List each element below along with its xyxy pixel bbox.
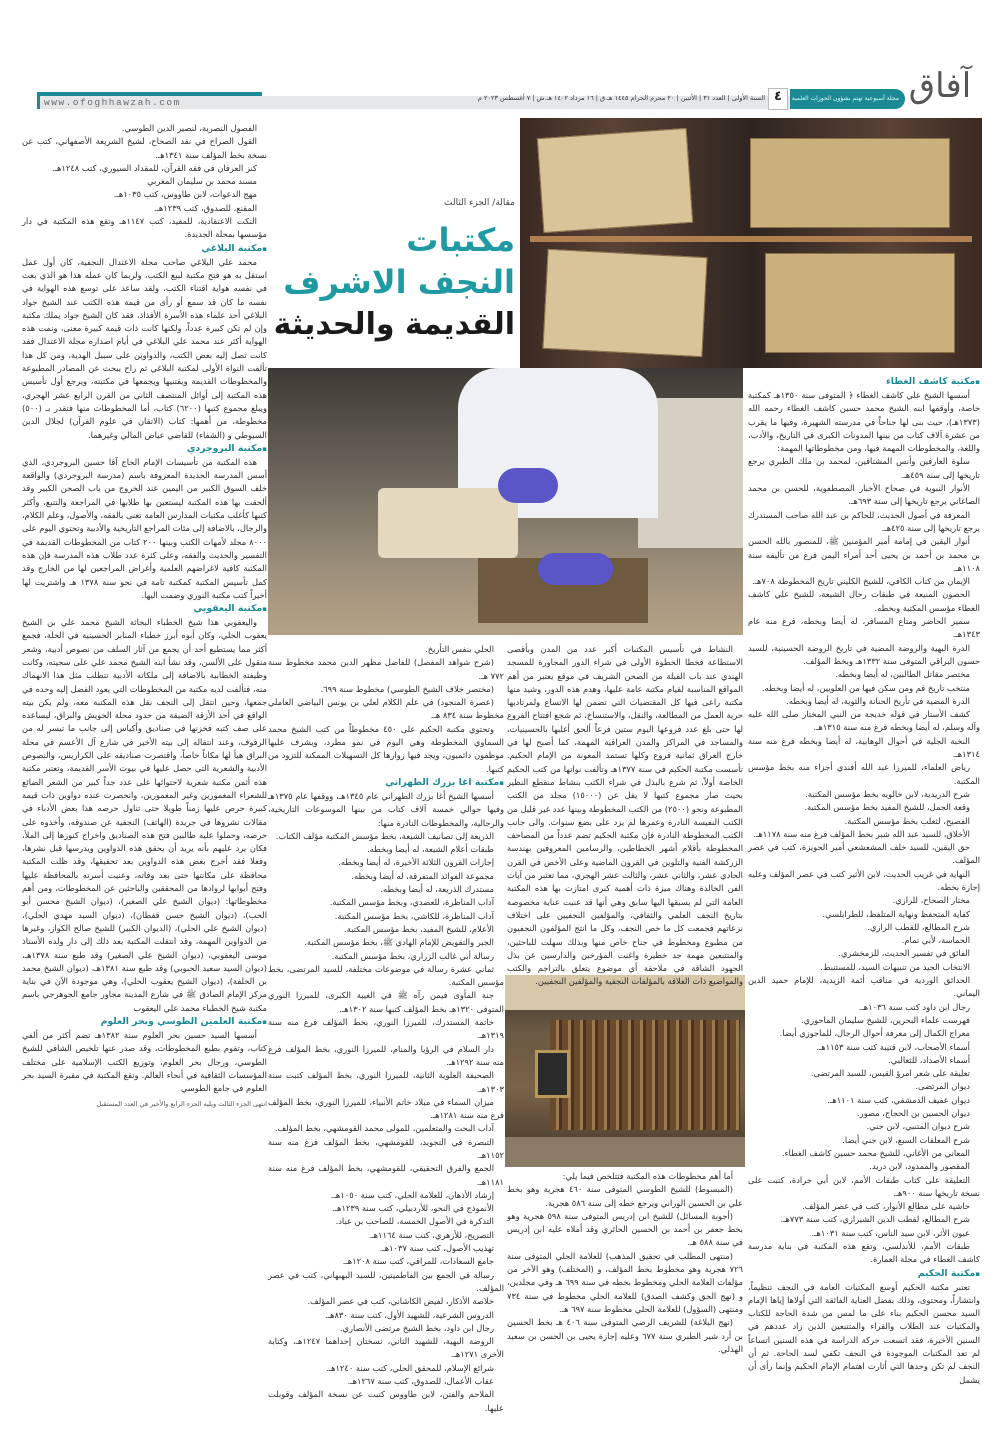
section-heading-yaqoubi: ▪ مكتبة اليعقوبي (22, 602, 267, 616)
list-item: رجال ابن داود كتب سنة ١٠٣٦هـ. (858, 1001, 970, 1012)
article-title-line1: مكتبات (406, 221, 515, 259)
list-item: الحماسة، لأبي تمام. (901, 935, 970, 946)
list-item: مستدرك الذريعة، له أيضا وبخطه. (380, 884, 494, 895)
list-item: شرح المطالع، لقطب الدين الشيرازي، كتب سنة ٧٧٣هـ. (780, 1214, 970, 1225)
list-item: الحلي بنفس التأريخ. (425, 644, 494, 654)
list-item: التذكرة في الأصول الخمسة، للصاحب بن عباد. (335, 1216, 494, 1227)
paper-sheets (378, 488, 518, 558)
list-item: أنوار اليقين في إمامة أمير المؤمنين ﷺ، للمنصور بالله الحسن بن محمد بن أحمد بن يحيى أحد أمراء اليمن فرغ من تأليفه سنة ١١٠٨هـ. (748, 536, 980, 573)
list-item: رياض العلماء، للميرزا عبد الله أفندي أجزاء منه بخط مؤسس المكتبة. (748, 762, 980, 786)
list-item: آداب البحث والمتعلمين، للمولى محمد القومشهي، بخط المؤلف. (274, 1123, 494, 1134)
magazine-logo: آفاق (908, 66, 972, 106)
list-item: التبصرة في التجويد، للقومشهي، بخط المؤلف فرغ منه سنة ١١٥٢هـ. (268, 1136, 504, 1160)
open-manuscript (765, 253, 955, 353)
list-item: الذريعة إلى تصانيف الشيعة، بخط مؤسس المكتبة مؤلف الكتاب. (275, 830, 494, 841)
article-kicker: مقالة/ الجزء الثالث (444, 198, 515, 208)
paragraph: أسسها الشيخ علي كاشف الغطاء ﴿ المتوفى سنة ١٣٥٠هـ كمكتبة خاصة، وأوقفها ابنه الشيخ محمد حسين كاشف الغطاء رحمه الله (١٣٧٣هـ)، حيث بنى لها جناحاً في مدرسته الشهيرة، وفيها ما يقرب من عشرة آلاف كتاب من بينها المدونات الكبرى في التاريخ، والأدب، واللغة، والمخطوطات المهمة فيها، ومن مخطوطاتها المهمة: (748, 390, 980, 454)
manuscript-list (268, 643, 504, 723)
portrait-frame (535, 1050, 570, 1098)
list-item: مجموعة الفوائد المتفرقة، له أيضا وبخطه. (351, 870, 494, 881)
list-item: المقنع، للصدوق، كتب ١٢٣٩هـ. (153, 202, 257, 213)
section-heading-hakim: ▪ مكتبة الحكيم (748, 1267, 980, 1281)
list-item: كشف الأستار في قوله خديجة من النبي المختار صلى الله عليه وآله وسلم، له أيضا وبخطه فرغ منه سنة ١٣١٥هـ. (748, 709, 980, 733)
paragraph: محمد علي البلاغي صاحب مجلة الاعتدال النجفية، كان أول عمل استقل به هو فتح مكتبة لبيع الكتب، ولربما كان عمله هذا هو الذي بعث في نفسه هواية اقتناء الكتب، ولقد ساعد على توسع هذه الهواية في نفسه ما كان قد سمع أو رأى من قيمة هذه الكتب عند الشيخ جواد البلاغي أحد علماء هذه الأسرة الأفذاذ، فقد كان الشيخ جواد يملك مكتبة وإن لم تكن كبيرة عدداً، ولكنها كانت ذات قيمة كبيرة معنى، ونمت هذه الهواية أكثر عند محمد علي البلاغي في أيام اصداره مجلة الاعتدال فقد كانت تصل إليه بعض الكتب، والدواوين على سبيل الهدية، ومن كل هذا تألفت النواة الأولى لمكتبة البلاغي ثم راح يبحث عن المصادر المطبوعة والمخطوطات القديمة ويقتنيها ويجمعها في مكتبته، ويرجع أول تأسيس هذه المكتبة إلى أوائل المنتصف الثاني من القرن الرابع عشر الهجري، ويبلغ مجموع كتبها (٦٢٠٠) كتاب، أما المخطوطات منها فتقدر بـ (٥٠٠) مخطوطة، من أهمها: كتاب (الاتقان في علوم القرآن) لجلال الدين السيوطي و (الشفاء) للقاضي عياض المالي وغيرهما. (22, 256, 267, 440)
manuscript-restoration-photo (268, 368, 743, 635)
list-item: إرشاد الأذهان، للعلامة الحلي، كتب سنة ١٠٥٠هـ. (330, 1189, 494, 1200)
gloved-hand (498, 468, 558, 503)
website-url-box (37, 92, 262, 109)
list-item: ديوان الحسين بن الحجاج، مصور. (857, 1108, 970, 1119)
cabinet-shelf (530, 236, 972, 242)
list-item: (أجوبة المسائل) للشيخ ابن إدريس المتوفى سنة ٥٩٨ هجرية وهو بخط جعفر بن أحمد بن الحسين الحائري وقد أملاه عليه ابن إدريس في سنة ٥٨٨ هـ. (507, 1210, 743, 1248)
list-item: الفائق في تفسير الحديث، للزمخشري. (838, 948, 970, 959)
list-item: إجازات القرون الثلاثة الأخيرة، له أيضا وبخطه. (338, 857, 494, 868)
list-item: رسالة أبي غالب الزراري، بخط مؤسس المكتبة. (331, 950, 494, 961)
list-item: شرح ديوان المتنبي، لابن جني. (866, 1121, 970, 1132)
list-item: (مختصر خلاف الشيخ الطوسي) مخطوط سنة ٦٩٩. (320, 683, 494, 694)
list-item: الفصول النصرية، لنصير الدين الطوسي. (121, 123, 257, 133)
list-item: (منتهى المطلب في تحقيق المذهب) للعلامة الحلي المتوفى سنة ٧٢٦ هجرية وهو مخطوط بخط المؤلف، و (المختلف) وهو الآخر من مؤلفات العلامة الحلي ومخطوط بخطه في سنة ٦٩٩ هـ وفي مجلدين، و (نهج الحق وكشف الصدق) للعلامة الحلي مخطوط في سنة ٧٣٤ ومنتهى (السؤول) للعلامة الحلي مخطوط سنة ٦٩٧ هـ. (507, 1250, 744, 1314)
manuscript-list (268, 830, 504, 1415)
list-item: الأخلاق، للسيد عبد الله شبر بخط المؤلف فرغ منه سنة ١١٧٨هـ. (753, 828, 970, 839)
list-item: (شرح شواهد المفصل) للفاضل مظهر الدين محمد مخطوط سنة ٧٧٢ هـ. (268, 657, 504, 681)
list-item: المقصور والممدود، لابن دريد. (869, 1161, 970, 1172)
list-item: أسماء الأصداد، للثعالبي. (888, 1054, 970, 1065)
list-item: التعليقة على كتاب طبقات الأمم، لابن أبي جرادة، كتبت على نسخة تاريخها سنة ٩٠٠هـ. (748, 1174, 980, 1198)
list-item: الحدائق الوردية في مناقب أئمة الزيدية، للإمام حميد الدين اليماني. (748, 975, 980, 999)
open-manuscript (537, 128, 693, 233)
text-column-3 (268, 643, 504, 1433)
paragraph: أسسها الشيخ أغا بزرك الطهراني عام ١٣٤٥هـ، ووقفها عام ١٣٧٥هـ وفيها حوالي خمسة آلاف كتاب من بينها الموسوعات التاريخية، والرجالية، والمخطوطات النادرة منها: (268, 790, 504, 828)
list-item: النهاية في غريب الحديث، لابن الأثير كتب في عصر المؤلف وعليه إجازة بخطه. (748, 868, 980, 892)
list-item: الجبر والتفويض للإمام الهادي ﷺ، بخط مؤسس المكتبة. (304, 937, 494, 948)
list-item: الأنموذج في النحو، للأردبيلي، كتب سنة ١٢٣٩هـ. (332, 1203, 494, 1214)
list-item: الدرة المضية في تأريخ الحنانة والثوية، له أيضا وبخطه. (786, 695, 970, 706)
list-item: رسالة في الجمع بين الفاطميتين، للسيد البهبهاني، كتب في عصر المؤلف. (268, 1269, 504, 1293)
list-item: النكت الاعتقادية، للمفيد، كتب ١١٤٧هـ وتقع هذه المكتبة في دار مؤسسها بمحلة الجديدة. (22, 216, 267, 240)
list-item: خلاصة الأذكار، لفيض الكاشاني، كتب في عصر المؤلف. (307, 1296, 494, 1307)
article-title-line2: النجف الاشرف (283, 263, 515, 301)
open-manuscript (750, 138, 950, 228)
list-item: الفصيح، لثعلب بخط مؤسس المكتبة. (844, 815, 970, 826)
list-item: ديوان عفيف الدمشقي، كتب سنة ١١٠١هـ. (827, 1094, 970, 1105)
paragraph: تعتبر مكتبة الحكيم أوسع المكتبات العامة في النجف تنظيماً، وانتشاراً، ومحتوى، وذلك بفضل العناية الفائقة التي أولاها إياها الإمام السيد محسن الحكيم بناء على ما لمس من شدة الحاجة للكتاب والمكتبات عند الطلاب والقراء والمتتبعين الذين زاد عددهم في السنين الأخيرة، فقد اتسعت حركة الدراسة في هذه السنين اتساعاً لم تعد المكتبات الموجودة في النجف تكفي لسد الحاجة. ثم أن النجف لم تكن وحدها التي أثارت اهتمام الإمام الحكيم وإنما رأى أن يشمل (748, 1281, 980, 1385)
list-item: شرح المطالع، للقطب الرازي. (867, 921, 970, 932)
list-item: آداب المناظرة، للكاشي، بخط مؤسس المكتبة. (334, 910, 494, 921)
section-heading-balaghi: ▪ مكتبة البلاغي (22, 242, 267, 256)
list-item: خاتمة المستدرك، للميرزا النوري، بخط المؤلف فرغ منه سنة ١٣١٩هـ. (268, 1017, 504, 1041)
list-item: شرائع الإسلام، للمحقق الحلي، كتب سنة ١٢٤٠هـ. (326, 1362, 494, 1373)
list-item: ميزان السماء في ميلاد خاتم الأنبياء، للميرزا النوري، بخط المؤلف فرغ منه سنة ١٢٨١هـ. (268, 1096, 504, 1121)
list-item: الملاحم والفتن، لابن طاووس كتبت عن نسخة المؤلف وقوبلت عليها. (268, 1389, 504, 1413)
list-item: تهذيب الأصول، كتب سنة ١٠٣٧هـ. (379, 1243, 494, 1254)
list-item: آداب المناظرة، للعضدي، وبخط مؤسس المكتبة. (329, 897, 494, 908)
list-item: (عصرة المنجود) في علم الكلام لعلي بن يونس البياضي العاملي مخطوط سنة ٨٣٤ هـ. (268, 697, 504, 721)
list-item: الروضة البهية، للشهيد الثاني، نسختان إحداهما ١٢٤٧هـ، وكتابة الأخرى ١٢٧١هـ. (268, 1336, 504, 1360)
list-item: مختار الصحاح، للرازي. (892, 895, 970, 906)
paragraph: هذه المكتبة من تأسيسات الإمام الحاج آقا حسين البروجردي، الذي أسس المدرسة الجديدة المعروفة باسم (مدرسة البروجردي) والواقعة خلف السوق الكبير من اليمين عند الخروج من باب الصحن الكبير وقد ألحقت بها هذه المكتبة ليستعين بها طلابها في المراجعة والتتبع، وأكثر كتبها كأغلب مكتبات المدارس العامة تعنى بالفقه، والأصول، وعلم الكلام، والرجال، بالاضافة إلى مئات المراجع التاريخية والأدبية وتحتوي اليوم على ٨٠٠٠ مجلد لأمهات الكتب وبينها ٢٠٠ كتاب من المخطوطات القديمة في التفسير والحديث والفقه، وعلى كثرة عدد طلاب هذه المدرسة فإن هذه المكتبة كافية لاغراضهم العلمية وأغراض المراجعين لها من الخارج وقد كمل تأسيس المكتبة كمكتبة تامة في نحو سنة ١٣٧٨ هـ واشتريت لها أخيراً كتب مكتبة النوري وضمت اليها. (22, 456, 267, 600)
gloved-hand (538, 553, 613, 585)
list-item: الصحيفة العلوية الثانية، للميرزا النوري، بخط المؤلف كتبت سنة ١٣٠٣هـ. (268, 1070, 504, 1094)
open-manuscript (542, 249, 707, 357)
list-item: المعرفة في أصول الحديث، للحاكم بن عبد الله صاحب المستدرك يرجع تاريخها إلى سنة ٤٢٥هـ. (748, 509, 980, 533)
magazine-tagline: مجلة أسبوعية تهتم بشؤون الحوزات العلمية (790, 89, 905, 109)
list-item: الجمع والفرق التحقيقي، للقومشهي، بخط المؤلف فرغ منه سنة ١١٨١هـ. (268, 1163, 504, 1187)
list-item: سمير الحاضر ومتاع المسافر، له أيضا وبخطه، فرغ منه عام ١٣٤٣هـ. (748, 616, 980, 640)
manuscript-list (748, 455, 980, 1266)
list-item: عيون الأثر، لابن سيد الناس، كتب سنة ١٠٣١هـ. (811, 1227, 970, 1238)
manuscript-list (507, 1183, 743, 1356)
list-item: كفاية المتحفظ ونهاية المتلفظ، للطرابلسي. (822, 908, 970, 919)
list-item: الإيمان من كتاب الكافي، للشيخ الكليني تاريخ المخطوطة ٧٠٨هـ. (751, 576, 970, 587)
list-item: مختصر مقاتل الطالبين، له أيضا وبخطه. (835, 669, 970, 680)
list-item: النخبة الجلية في أحوال الوهابية، له أيضا وبخطه فرغ منه سنة ١٣١٤هـ. (748, 735, 980, 760)
issue-meta: السنة الأولى | العدد ٣١ | الأثنين | ٢٠ محرم الحرام ١٤٤٥ هـ.ق | ١٦ مرداد ١٤٠٢ هـ.ش | ٧ أغسطس ٢٠٢٣ م (477, 94, 765, 102)
list-item: ثماني عشرة رسالة في موضوعات مختلفة، للسيد المرتضى، بخط مؤسس المكتبة. (268, 963, 504, 988)
list-item: جنة المأوى فيمن رآه ﷺ في الغيبة الكبرى، للميرزا النوري المتوفى ١٣٢٠هـ بخط المؤلف كتبها سنة ١٣٠٢هـ. (268, 990, 504, 1014)
list-item: (نهج البلاغة) للشريف الرضي المتوفى سنة ٤٠٦ هـ بخط الحسين بن أرد شير الطبري سنة ٦٧٧ وعليه إجازة يحيى بن الحسن بن سعيد الهذلي. (507, 1317, 743, 1354)
text-column-2 (507, 643, 743, 987)
bookshelves (550, 1020, 740, 1130)
text-column-1 (748, 375, 980, 1435)
list-item: المعاني من الأغاني، للشيخ محمد حسين كاشف الغطاء. (782, 1147, 970, 1158)
list-item: فهرست علماء البحرين، للشيخ سليمان الماحوزي. (800, 1014, 970, 1025)
list-item: طبقات أعلام الشيعة، له أيضا وبخطه. (367, 844, 494, 855)
list-item: الحصون المنيعة في طبقات رجال الشيعة، للشيخ علي كاشف الغطاء مؤسس المكتبة وبخطه. (748, 589, 980, 613)
paragraph: أما أهم مخطوطات هذه المكتبة فتتلخص فيما يلي: (562, 1171, 733, 1181)
section-heading-borujerdi: ▪ مكتبة البروجردي (22, 442, 267, 456)
list-item: مهج الدعوات، لابن طاووس، كتب ١٠٣٥هـ. (113, 189, 257, 200)
website-url[interactable]: www.ofoghhawzah.com (44, 97, 181, 108)
paragraph: وتحتوي مكتبة الحكيم على ٤٥٠ مخطوطاً من كتب الشيخ محمد السماوي المخطوطة وهي اليوم في نمو مطرد، ويشرف عليها موظفون دائميون، ويجد فيها زوارها كل التسهيلات الممكنة للتزود من كتبها. (268, 723, 504, 774)
list-item: حق اليقين، للسيد خلف المشعشعي أمير الحويزة، كتب في عصر المؤلف. (748, 842, 980, 866)
list-item: طبقات الأمم، للأندلسي، وتقع هذه المكتبة في بناية مدرسة كاشف الغطاء في محلة العمارة. (748, 1241, 980, 1265)
paragraph: واليعقوبي هذا شيخ الخطباء البحاثة الشيخ محمد علي بن الشيخ يعقوب الحلي، وكان أبوه أبرز خطباء المنابر الحسينية في الحلة، فجمع أكثر مما يستطيع أحد أن يجمع من آثار السلف من نصوص أدبية، وشعر منقول على الألسن، وقد نشأ ابنه الشيخ محمد علي على سجيته، وكانت وظيفته الخطابية بالاضافة إلى ملكاته الأدبية تتطلب مثل هذا الانهماك منه، فتألفت لديه مكتبة من المخطوطات التي يعود الفضل إليه وحده في جمعها، وحين انتقل إلى النجف نقل هذه المكتبة معه، ولم يكن بيته الواقع في أحد الأزقة الضيقة من حدود محلة الحويش والبراق، ليساعده على صف كتبه فخزنها في صناديق وأكياس إلى جانب ما تيسر له من الرفوف، وعند انتقاله إلى بيته الأخير في شارع آل الأعسم في محلة البراق هيأ لها مكاناً خاصاً، واقتصرت صناديقه على الكراريس، والنصوص الأدبية والشعرية التي حصل عليها في بيوت الأسر القديمة، وتعتبر مكتبة هذه أثمن مكتبة شعرية لاحتوائها على عدد جداً كبير من الشعر الضائع للشعراء المغمورين وغير المغمورين، وانحصرت عنده دواوين ذات قيمة كبيرة حرص عليها زمناً طويلا حتى تناول حرصه هذا بعض الأدباء في مقالات نشروها في جريدة (الهاتف) النجفية عن صندوقه، وأخذوه على حرصه، وحملوا عليه طالبين فتح هذه الصناديق واخراج كنوزها إلى الملأ، فكان يرد عليهم بأنه يريد أن يحقق هذه الدواوين ويدرسها قبل نشرها، وفعلا فقد أخرج بعض هذه الدواوين بعد تحقيقها، وقد ظلت المكتبة محافظة على مكانتها حتى بعد وفاته، وعنيت أسرته بالمحافظة عليها وفتح أبوابها لروادها من المحققين والباحثين عن المخطوطات، ومن أهم مخطوطاتها: (ديوان الشيخ علي الصغير)، (ديوان الشيخ محسن أبو الحب)، (ديوان الشيخ حسن قفطان)، (ديوان السيد مهدي الحلي)، (ديوان الشيخ علي الحلي)، (الديوان الكبير) للشيخ صالح الكواز، وغيرها من الدواوين المهمة، وقد انتقلت المكتبة بعد ذلك إلى دار ولده الأستاذ موسى اليعقوبي، (ديوان الشيخ علي الصغير) وقد طبع سنة ١٣٧٨هـ، (ديوان السيد سعيد الحبوبي) وقد طبع سنة ١٣٨١هـ، (ديوان الشيخ محمد بن الخلفة)، (ديوان الشيخ يعقوب الحلي)، وهي موجودة الآن في بناية مركز الإمام الصادق ﷺ في شارع المدينة مجاور جامع الجوهرجي باسم مكتبة شيخ الخطباء محمد علي اليعقوب (22, 617, 267, 1013)
paragraph: أسسها السيد حسين بحر العلوم سنة ١٣٨٢هـ تضم أكثر من ألفي كتاب، وتقوم بطبع المخطوطات، وقد صدر عنها تلخيص الشافي للشيخ الطوسي، ورجال بحر العلوم، وتوزيع الكتب الإسلامية على مختلف المؤسسات الثقافية في أنحاء العالم. وتقع المكتبة في مقبرة السيد بحر العلوم في جامع الطوسي (22, 1030, 267, 1094)
list-item: وقعة الجمل، للشيخ المفيد بخط مؤسس المكتبة. (804, 802, 970, 813)
list-item: أسماء الأصحاب، لابن قتيبة كتب سنة ١١٥٣هـ. (816, 1041, 970, 1052)
list-item: الانتخاب الجيد من تنبيهات السيد، للمستنبط. (820, 961, 970, 972)
list-item: الدرة البهية والروضة المضية في تاريخ الروضة الحسينية، للسيد حسون البراقي المتوفى سنة ١٣٣٢هـ وبخط المؤلف. (748, 642, 980, 666)
list-item: شرح المعلقات السبع، لابن جني أيضا. (842, 1134, 970, 1145)
library-hall-photo (505, 975, 745, 1167)
list-item: سلوة العارفين وأنس المشتاقين، لمحمد بن ملك الطبري يرجع تاريخها إلى سنة ٤٥٩هـ. (748, 456, 980, 480)
manuscript-list (22, 122, 267, 242)
list-item: دار السلام في الرؤيا والمنام، للميرزا النوري، بخط المؤلف فرغ منه سنة ١٢٩٢هـ. (268, 1043, 504, 1067)
list-item: رجال ابن داود، بخط الشيخ مرتضى الأنصاري. (339, 1322, 494, 1333)
paragraph: النشاط في تأسيس المكتبات أكبر عدد من المدن وبأقصى الاستطاعة فخطا الخطوة الأولى في شراء الدور المجاورة للمسجد الهندي عند باب القبلة من الصحن الشريف في موقع يعتبر من أهم المواقع المناسبة لقيام مكتبة عامة عليها، وهدم هذه الدور، وشيد منها مكتبة راعى فيها كل المقتضيات التي تضمن لها الاتساع ولمرتاديها حرية العمل من المطالعة، والنقل، والاستنساخ، ثم شجع افتتاح الفروع لها حتى بلغ عدد فروعها اليوم ستين فرعاً ألحق أغلبها بالحسينيات، والمساجد في المراكز والمدن العراقية المهمة، كما أصبح لها في خارج العراق ثمانية فروع وكلها تستمد المعونة من الإمام الحكيم. تأسست مكتبة الحكيم في سنة ١٣٧٧هـ وتألفت نواتها من كتب الحكيم الخاصة أولاً، ثم شرع بالبذل في شراء الكتب بنشاط منقطع النظير بحيث صار مجموع كتبها لا يقل عن (١٥٠٠٠) مجلد من الكتب المطبوعة ونحو (٢٥٠٠) من الكتب المخطوطة وبينها عدد غير قليل من الكتب النفيسة النادرة وعمرها لم يزد على بضع سنوات. والى جانب الكتب المخطوطة النادرة فإن مكتبة الحكيم تضم عدداً من المصاحف المخطوطة بأقلام أشهر الخطاطين، والرسامين المعروفين بهندسة الزركشة الفنية والتلوين في القرون الماضية وعلى الأخص في القرن الحادي عشر، والثاني عشر، والثالث عشر الهجري، مما تعتبر من آيات الفن الخالدة وهناك ميزة ذات أهمية كبرى امتازت بها هذه المكتبة العامة التي لم يسبقها اليها سابق وهي أنها قد عنيت عناية مخصوصة بتاريخ النجف العلمي والثقافي، والمؤلفين النجفيين على اختلاف نزعاتهم فجمعت كل ما خص النجف، وكل ما انتج المؤلفون النجفيون من مطبوع ومخطوط في جناح خاص منها وبذلك سهلت للباحثين، والمتتبعين مهمة جد خطيرة واغنت المؤرخين والدارسين عن بذل الجهود الشاقة في ملاحقة أي موضوع يتعلق بالتراجم والكتب والمواضيع ذات العلاقة بالمؤلفات النجفية والمؤلفين النجفيين. (507, 644, 743, 987)
list-item: الدروس الشرعية، للشهيد الأول، كتب سنة ٨٣٠هـ. (325, 1309, 494, 1320)
text-column-4 (22, 122, 267, 1422)
section-heading-tusi-bahr-al-ulum: ▪ مكتبة العلمين الطوسي وبحر العلوم (22, 1015, 267, 1029)
article-title-line3: القديمة والحديثة (273, 307, 515, 342)
list-item: تعليقة على شعر امرؤ القيس، للسيد المرتضى. (810, 1068, 970, 1079)
list-item: شرح الدريدية، لابن خالويه بخط مؤسس المكتبة. (805, 788, 970, 799)
list-item: مسند محمد بن سليمان المغربي (147, 176, 257, 187)
list-item: حاشية على مطالع الأنوار، كتب في عصر المؤلف. (802, 1201, 970, 1212)
hall-floor (505, 1137, 745, 1167)
list-item: القول الصراح في نقد الصحاح، لشيخ الشريعة الأصفهاني، كتب عن نسخة بخط المؤلف سنة ١٣٤١هـ. (22, 136, 267, 160)
section-heading-kashif-al-ghita: ▪ مكتبة كاشف الغطاء (748, 375, 980, 389)
text-column-2-lower (507, 1170, 743, 1370)
section-heading-tehrani: ▪ مكتبة اغا بزرك الطهراني (268, 776, 504, 790)
manuscript-cabinet-photo (520, 118, 982, 368)
list-item: عقاب الأعمال، للصدوق، كتب سنة ١٢٦٧هـ. (347, 1376, 494, 1387)
list-item: التصريح، للأزهري، كتب سنة ١١٦٤هـ. (368, 1229, 494, 1240)
list-item: الأنوار النبوية في صحاح الأخبار المصطفوية، للحسن بن محمد الصاغاني يرجع تاريخها إلى سنة ٦٩٣هـ. (748, 483, 980, 507)
list-item: منتخب تاريخ قم ومن سكن فيها من العلويين، له أيضا وبخطه. (761, 682, 970, 693)
page-number: ٤ (768, 88, 788, 110)
continuation-note: انتهى الجزء الثالث ويليه الجزء الرابع والأخير في العدد المستقبل (96, 1100, 267, 1109)
list-item: الأعلام، للشيخ المفيد، بخط مؤسس المكتبة. (344, 923, 494, 934)
list-item: جامع السعادات، للمراقي، كتب سنة ١٢٠٨هـ. (342, 1256, 494, 1267)
list-item: معراج الكمال إلى معرفة أحوال الرجال، للماحوزي أيضا. (779, 1028, 970, 1039)
list-item: (المبسوط) للشيخ الطوسي المتوفى سنة ٤٦٠ هجرية وهو بخط علي بن الحسين الوراني ويرجع خطه إلى سنة ٥٨٦ هجرية. (507, 1184, 743, 1208)
list-item: كنز العرفان في فقه القرآن، للمقداد السيوري، كتب ١٢٤٨هـ. (51, 162, 257, 173)
list-item: ديوان المرتضى. (915, 1081, 970, 1092)
